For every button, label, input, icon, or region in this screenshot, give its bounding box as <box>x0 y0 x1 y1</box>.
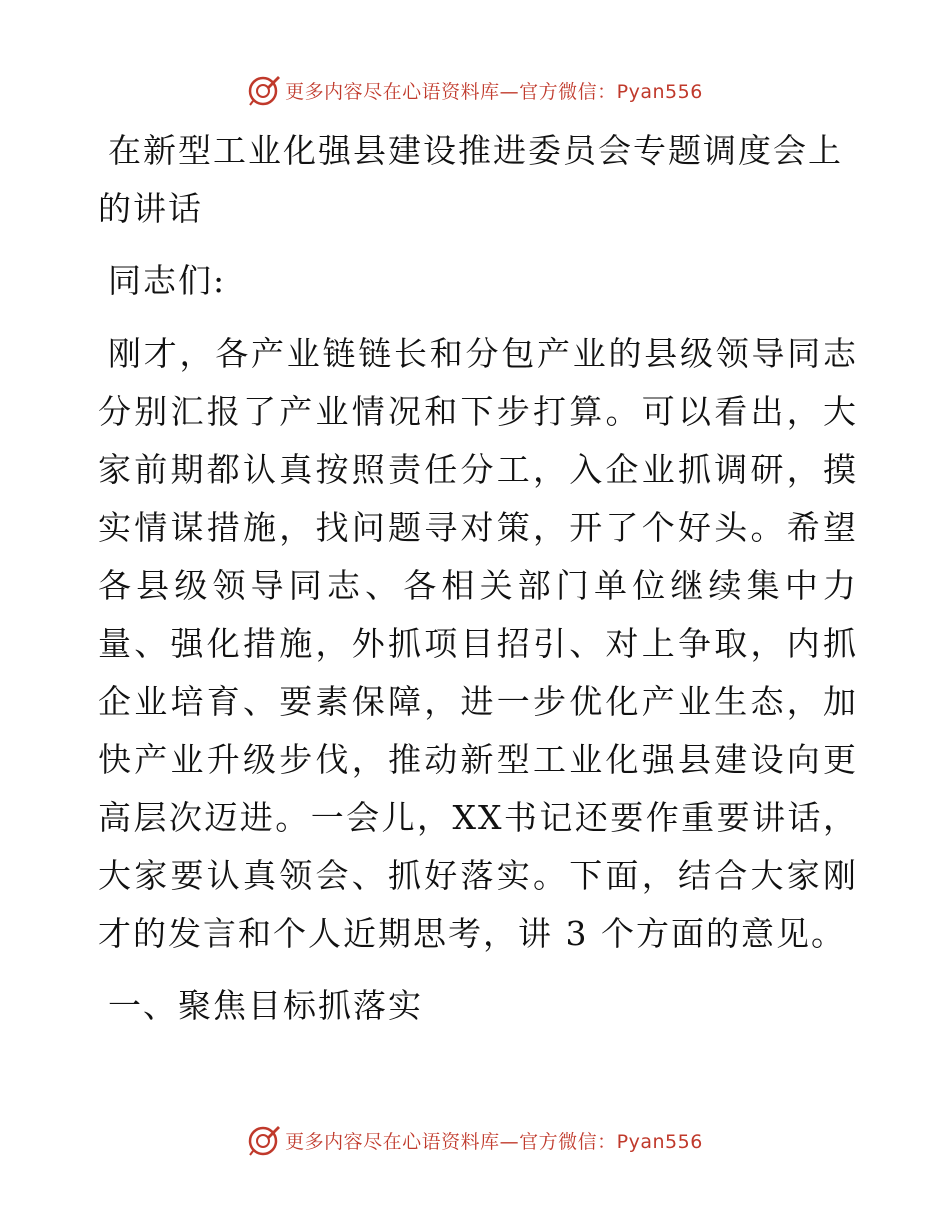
watermark-logo-icon <box>247 73 281 107</box>
watermark-text: 更多内容尽在心语资料库—官方微信：Pyan556 <box>285 80 703 103</box>
footer-watermark <box>0 1120 950 1160</box>
document-title: 在新型工业化强县建设推进委员会专题调度会上的讲话 <box>98 131 843 228</box>
paragraph-1: 刚才，各产业链链长和分包产业的县级领导同志分别汇报了产业情况和下步打算。可以看出，大家前期都认真按照责任分工，入企业抓调研，摸实情谋措施，找问题寻对策，开了个好头。希望各县级领导同志、各相关部门单位继续集中力量、强化措施，外抓项目招引、对上争取，内抓企业培育、要素保障，进一步优化产业生态，加快产业升级步伐，推动新型工业化强县建设向更高层次迈进。一会儿，XX书记还要作重要讲话，大家要认真领会、抓好落实。下面，结合大家刚才的发言和个人近期思考，讲 3 个方面的意见。 <box>98 334 858 953</box>
document-body <box>98 122 858 1035</box>
header-watermark <box>0 70 950 110</box>
greeting: 同志们: <box>108 261 227 300</box>
section-1-heading: 一、聚焦目标抓落实 <box>108 986 423 1025</box>
watermark-logo-icon <box>247 1123 281 1157</box>
watermark-text: 更多内容尽在心语资料库—官方微信：Pyan556 <box>285 1130 703 1153</box>
